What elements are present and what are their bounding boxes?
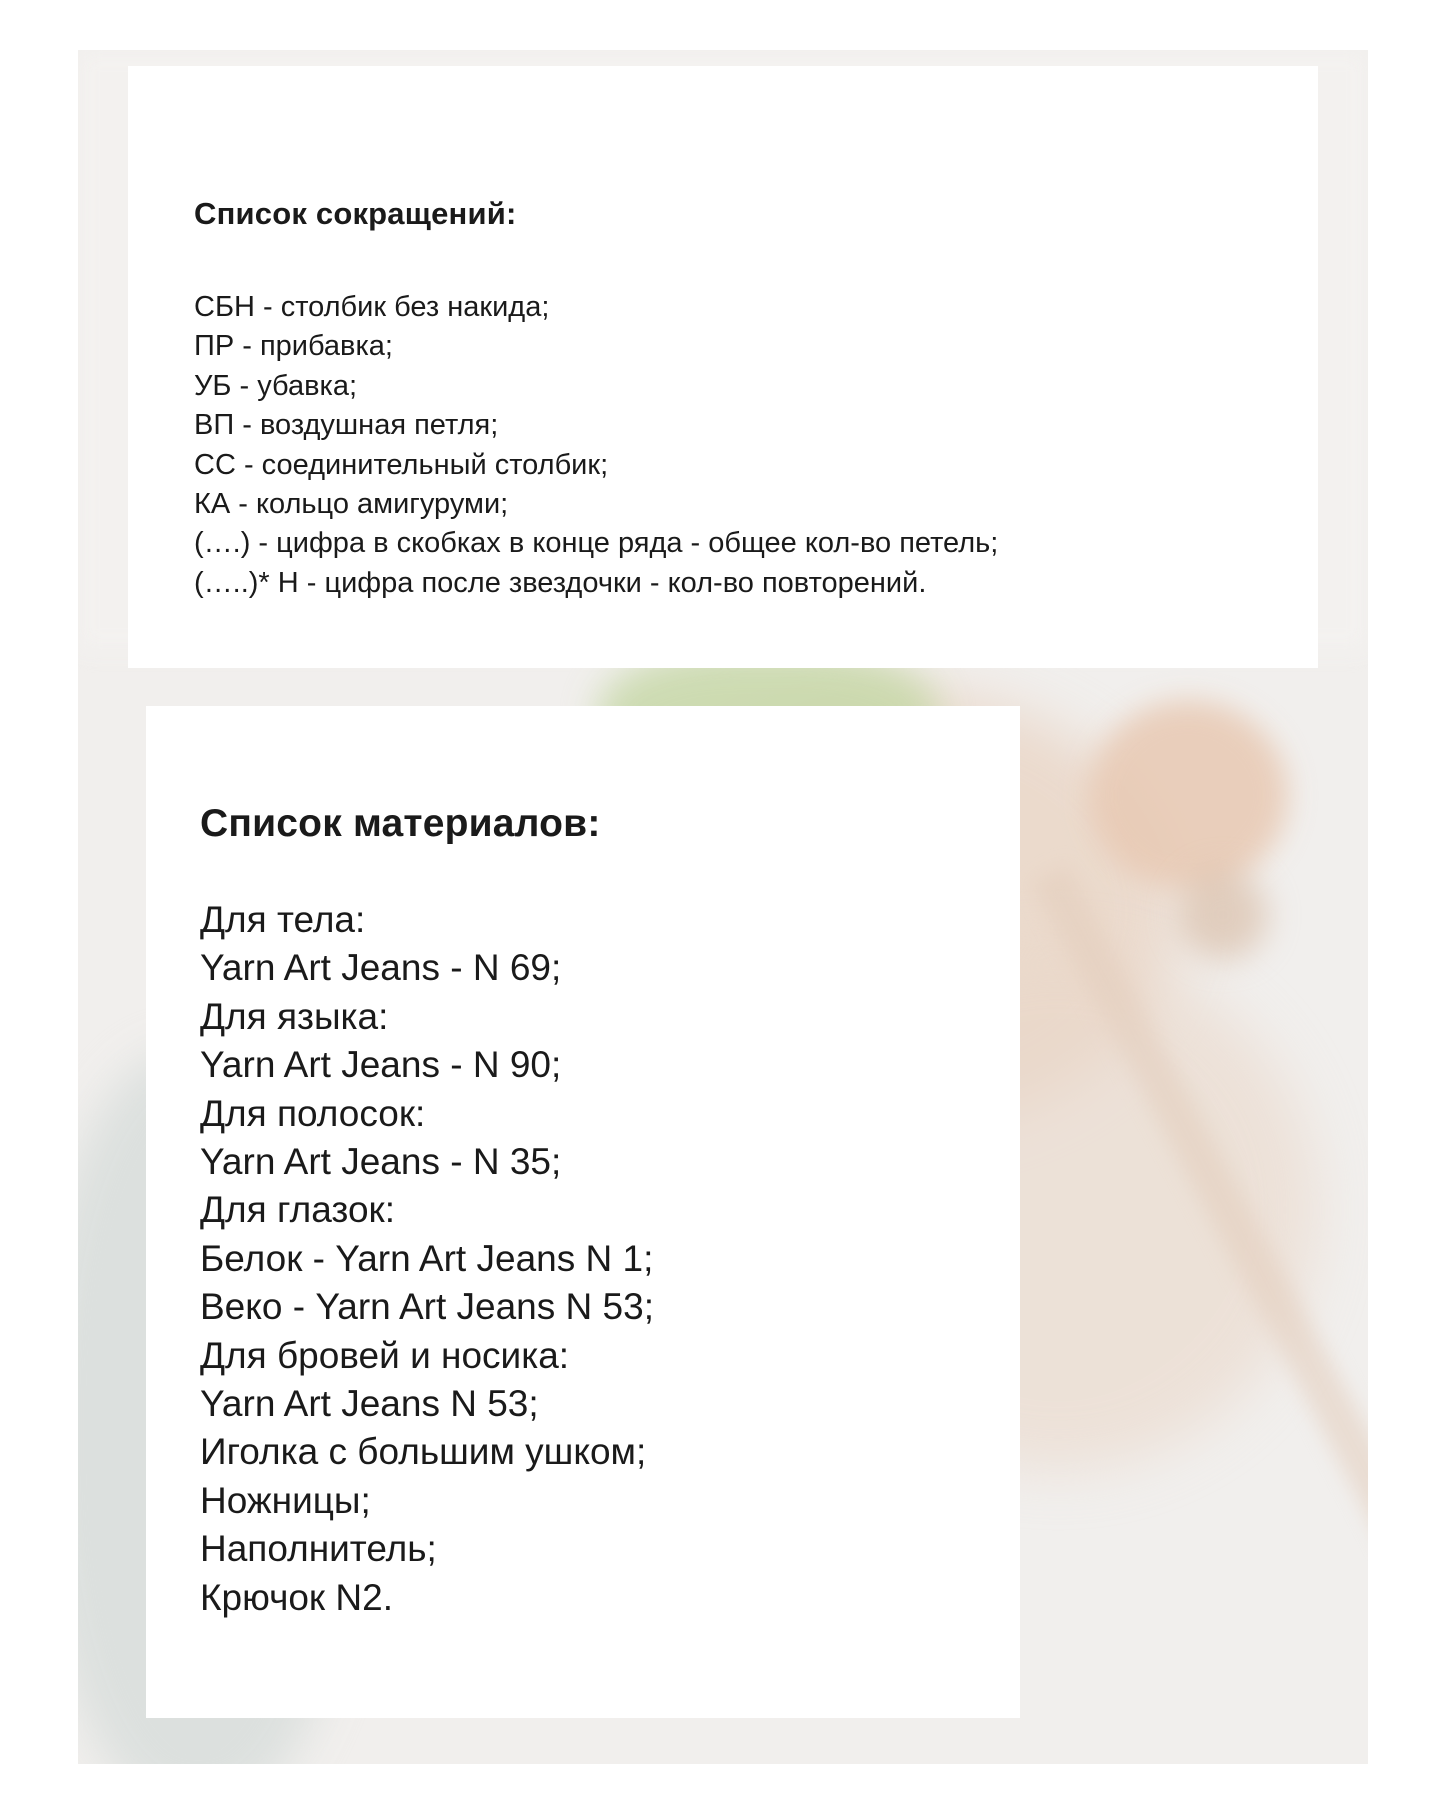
material-item: Для глазок: xyxy=(200,1189,395,1231)
material-item: Для бровей и носика: xyxy=(200,1334,570,1376)
material-item: Yarn Art Jeans - N 69; xyxy=(200,947,562,989)
materials-list xyxy=(200,896,654,1622)
material-item: Для полосок: xyxy=(200,1092,426,1134)
material-item: Ножницы; xyxy=(200,1479,371,1521)
material-item: Белок - Yarn Art Jeans N 1; xyxy=(200,1237,654,1279)
abbreviation-item: СС - соединительный столбик; xyxy=(194,448,609,481)
abbreviations-list xyxy=(194,288,998,603)
material-item: Веко - Yarn Art Jeans N 53; xyxy=(200,1286,654,1328)
abbreviation-item: (….) - цифра в скобках в конце ряда - общее кол-во петель; xyxy=(194,527,999,560)
material-item: Наполнитель; xyxy=(200,1528,437,1570)
material-item: Для языка: xyxy=(200,995,389,1037)
abbreviation-item: ВП - воздушная петля; xyxy=(194,409,499,442)
abbreviations-card xyxy=(128,66,1318,668)
material-item: Yarn Art Jeans - N 35; xyxy=(200,1141,562,1183)
materials-title: Список материалов: xyxy=(200,802,601,845)
abbreviation-item: (…..)* Н - цифра после звездочки - кол-во повторений. xyxy=(194,566,927,599)
photo-heart-clip xyxy=(1178,870,1268,960)
abbreviation-item: СБН - столбик без накида; xyxy=(194,291,550,323)
material-item: Yarn Art Jeans - N 90; xyxy=(200,1044,562,1086)
abbreviations-title: Список сокращений: xyxy=(194,196,517,231)
abbreviation-item: ПР - прибавка; xyxy=(194,330,393,363)
material-item: Крючок N2. xyxy=(200,1576,393,1618)
material-item: Yarn Art Jeans N 53; xyxy=(200,1383,539,1425)
material-item: Для тела: xyxy=(200,899,366,940)
material-item: Иголка с большим ушком; xyxy=(200,1431,647,1473)
abbreviation-item: УБ - убавка; xyxy=(194,369,358,402)
materials-card xyxy=(146,706,1020,1718)
abbreviation-item: КА - кольцо амигуруми; xyxy=(194,488,509,521)
photo-wooden-heart xyxy=(1088,700,1288,890)
